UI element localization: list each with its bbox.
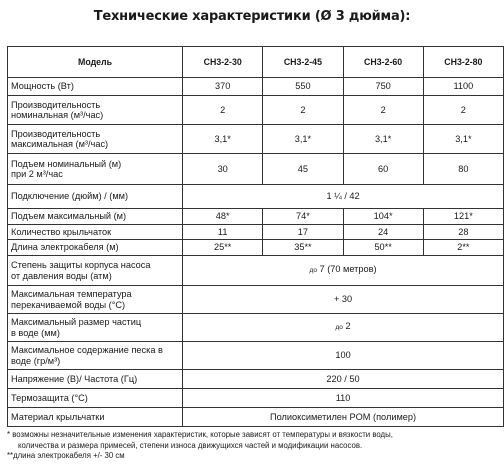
- label-flow-nominal-line2: номинальная (м³/час): [11, 110, 104, 120]
- flow-max-3: 3,1*: [343, 125, 423, 154]
- label-sand-line1: Максимальное содержание песка в: [11, 345, 163, 355]
- row-protection: [8, 256, 504, 286]
- protection-amount: 7 (70 метров): [319, 264, 377, 275]
- protection-value: [183, 256, 504, 286]
- label-impeller-material: Материал крыльчатки: [8, 408, 183, 427]
- power-2: 550: [263, 78, 343, 96]
- label-flow-max: [8, 125, 183, 154]
- impellers-4: 28: [423, 225, 503, 240]
- impellers-3: 24: [343, 225, 423, 240]
- row-flow-max: [8, 125, 504, 154]
- head-nominal-3: 60: [343, 154, 423, 185]
- power-1: 370: [183, 78, 263, 96]
- temperature-value: + 30: [183, 286, 504, 314]
- label-flow-nominal: [8, 96, 183, 125]
- cable-4: 2**: [423, 240, 503, 256]
- impellers-2: 17: [263, 225, 343, 240]
- label-temperature: [8, 286, 183, 314]
- particles-value: [183, 314, 504, 342]
- label-head-nominal: [8, 154, 183, 185]
- flow-nominal-4: 2: [423, 96, 503, 125]
- thermal-value: 110: [183, 389, 504, 408]
- head-nominal-4: 80: [423, 154, 503, 185]
- head-max-2: 74*: [263, 209, 343, 225]
- cable-3: 50**: [343, 240, 423, 256]
- flow-max-4: 3,1*: [423, 125, 503, 154]
- flow-nominal-3: 2: [343, 96, 423, 125]
- label-head-nominal-line1: Подъем номинальный (м): [11, 158, 122, 169]
- row-cable: [8, 240, 504, 256]
- flow-max-1: 3,1*: [183, 125, 263, 154]
- label-sand-line2: воде (гр/м³): [11, 355, 61, 366]
- label-sand: [8, 342, 183, 370]
- page-title: Технические характеристики (Ø 3 дюйма):: [93, 9, 411, 24]
- row-flow-nominal: [8, 96, 504, 125]
- head-max-3: 104*: [343, 209, 423, 225]
- head-nominal-1: 30: [183, 154, 263, 185]
- spec-table: [7, 46, 504, 427]
- label-power: Мощность (Вт): [8, 78, 183, 96]
- flow-max-2: 3,1*: [263, 125, 343, 154]
- label-particles: [8, 314, 183, 342]
- impeller-material-value: Полиоксиметилен POM (полимер): [183, 408, 504, 427]
- head-nominal-2: 45: [263, 154, 343, 185]
- model-3: СН3-2-60: [343, 47, 423, 78]
- header-model: Модель: [8, 47, 183, 78]
- head-max-4: 121*: [423, 209, 503, 225]
- row-impeller-material: [8, 408, 504, 427]
- label-head-max: Подъем максимальный (м): [8, 209, 183, 225]
- label-cable: Длина электрокабеля (м): [8, 240, 183, 256]
- row-particles: [8, 314, 504, 342]
- label-temperature-line1: Максимальная температура: [11, 289, 132, 299]
- label-particles-line1: Максимальный размер частиц: [11, 317, 142, 327]
- label-thermal: Термозащита (°С): [8, 389, 183, 408]
- footnote-2: **длина электрокабеля +/- 30 см: [7, 451, 125, 460]
- label-protection: [8, 256, 183, 286]
- row-head-max: [8, 209, 504, 225]
- label-head-nominal-line2: при 2 м³/час: [11, 169, 63, 179]
- model-4: СН3-2-80: [423, 47, 503, 78]
- label-flow-nominal-line1: Производительность: [11, 99, 101, 110]
- row-impellers: [8, 225, 504, 240]
- footnote-1-line1: * возможны незначительные изменения характеристик, которые зависят от температуры и вязкости воды,: [7, 430, 393, 439]
- row-thermal: [8, 389, 504, 408]
- model-2: СН3-2-45: [263, 47, 343, 78]
- connection-value: 1 ¼ / 42: [183, 185, 504, 209]
- label-temperature-line2: перекачиваемой воды (°С): [11, 299, 126, 310]
- sand-value: 100: [183, 342, 504, 370]
- power-4: 1100: [423, 78, 503, 96]
- flow-nominal-1: 2: [183, 96, 263, 125]
- label-connection: Подключение (дюйм) / (мм): [8, 185, 183, 209]
- label-flow-max-line2: максимальная (м³/час): [11, 139, 109, 149]
- row-voltage: [8, 370, 504, 389]
- cable-2: 35**: [263, 240, 343, 256]
- row-sand: [8, 342, 504, 370]
- impellers-1: 11: [183, 225, 263, 240]
- head-max-1: 48*: [183, 209, 263, 225]
- protection-prefix: до: [309, 267, 317, 275]
- label-protection-line2: от давления воды (атм): [11, 270, 112, 281]
- flow-nominal-2: 2: [263, 96, 343, 125]
- power-3: 750: [343, 78, 423, 96]
- model-1: СН3-2-30: [183, 47, 263, 78]
- particles-amount: 2: [345, 321, 351, 332]
- voltage-value: 220 / 50: [183, 370, 504, 389]
- footnotes: [7, 430, 502, 462]
- row-power: [8, 78, 504, 96]
- row-connection: [8, 185, 504, 209]
- label-voltage: Напряжение (В)/ Частота (Гц): [8, 370, 183, 389]
- row-temperature: [8, 286, 504, 314]
- label-particles-line2: в воде (мм): [11, 327, 60, 338]
- label-impellers: Количество крыльчаток: [8, 225, 183, 240]
- footnote-1-line2: количества и размера примесей, степени износа движущихся частей и модификации насосов.: [18, 440, 363, 450]
- label-protection-line1: Степень защиты корпуса насоса: [11, 260, 151, 270]
- cable-1: 25**: [183, 240, 263, 256]
- particles-prefix: до: [335, 324, 343, 332]
- row-head-nominal: [8, 154, 504, 185]
- table-header-row: [8, 47, 504, 78]
- label-flow-max-line1: Производительность: [11, 128, 101, 139]
